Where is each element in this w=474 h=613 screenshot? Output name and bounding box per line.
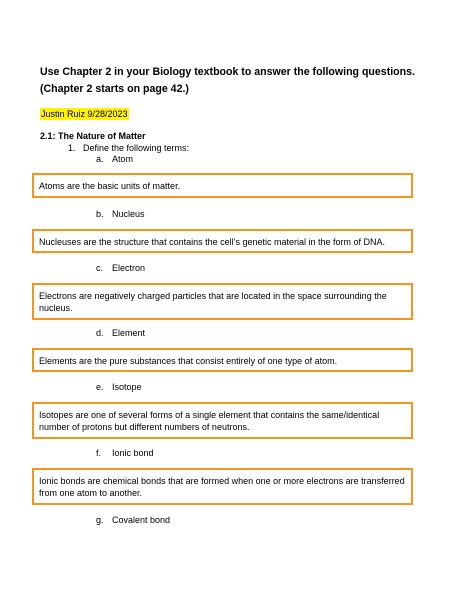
question-number: 1.	[68, 143, 76, 153]
answer-text: Ionic bonds are chemical bonds that are formed when one or more electrons are transferred from one atom to another.	[39, 476, 405, 498]
student-name-date: Justin Ruiz 9/28/2023	[41, 109, 128, 119]
answer-text: Isotopes are one of several forms of a single element that contains the same/identical number of protons but different numbers of neutrons.	[39, 410, 380, 432]
instructions-line-1: Use Chapter 2 in your Biology textbook to answer the following questions.	[40, 66, 415, 78]
answer-box-isotope[interactable]	[32, 402, 413, 439]
term-label: Covalent bond	[112, 515, 171, 525]
term-letter: d.	[96, 328, 104, 338]
answer-text: Nucleuses are the structure that contains the cell’s genetic material in the form of DNA.	[39, 237, 385, 247]
answer-box-element[interactable]	[32, 348, 413, 372]
term-letter: c.	[96, 263, 104, 273]
answer-box-electron[interactable]	[32, 283, 413, 320]
term-label: Nucleus	[112, 209, 145, 219]
term-label: Isotope	[112, 382, 142, 392]
answer-text: Elements are the pure substances that consist entirely of one type of atom.	[39, 356, 338, 366]
term-letter: b.	[96, 209, 104, 219]
term-letter: g.	[96, 515, 104, 525]
instructions-heading	[40, 64, 460, 98]
term-label: Element	[112, 328, 146, 338]
question-text: Define the following terms:	[83, 143, 190, 153]
term-label: Electron	[112, 263, 146, 273]
answer-text: Atoms are the basic units of matter.	[39, 181, 181, 191]
term-letter: e.	[96, 382, 104, 392]
term-letter: a.	[96, 154, 104, 164]
section-heading: 2.1: The Nature of Matter	[40, 131, 146, 141]
answer-box-nucleus[interactable]	[32, 229, 413, 253]
answer-box-atom[interactable]	[32, 173, 413, 198]
answer-text: Electrons are negatively charged particles that are located in the space surrounding the nucleus.	[39, 291, 387, 313]
term-label: Ionic bond	[112, 448, 154, 458]
term-letter: f.	[96, 448, 102, 458]
answer-box-ionic-bond[interactable]	[32, 468, 413, 505]
instructions-line-2: (Chapter 2 starts on page 42.)	[40, 83, 189, 95]
term-label: Atom	[112, 154, 134, 164]
